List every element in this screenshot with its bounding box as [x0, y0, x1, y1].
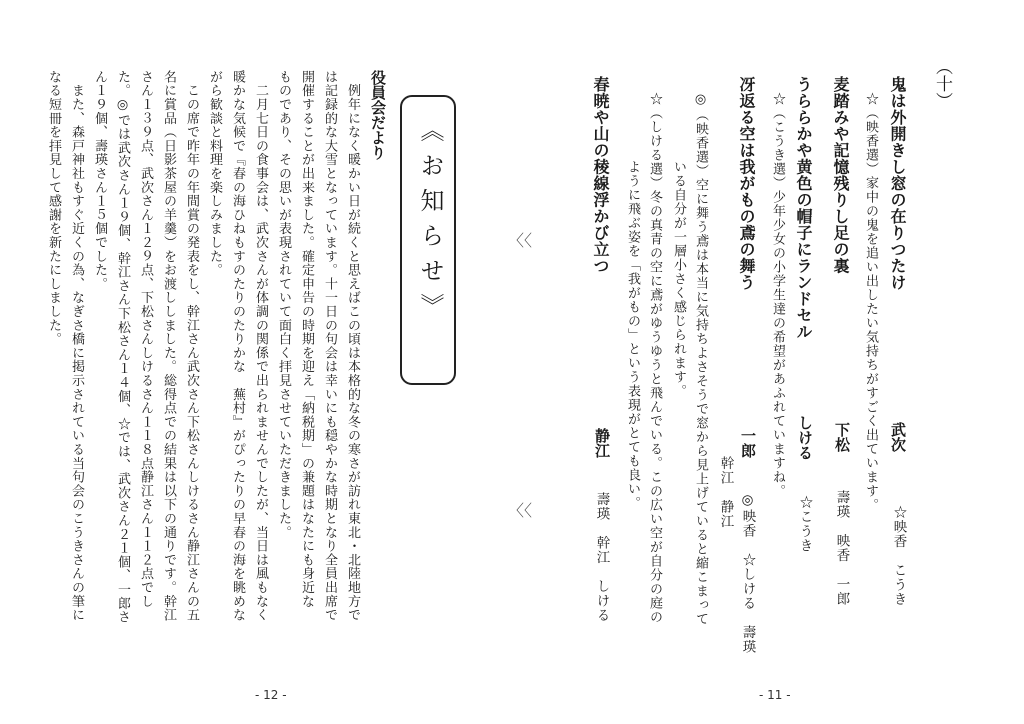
paragraph-line-14: なる短冊を拝見して感謝を新たにしました。: [46, 70, 61, 346]
haiku-4-comment-a2: いる自分が一層小さく感じられます。: [671, 160, 686, 398]
page-number-12: - 12 -: [255, 688, 287, 702]
paragraph-line-6: 暖かな気候で『春の海ひねもすのたりのたりかな 蕪村』がぴったりの早春の海を眺めな: [230, 70, 245, 622]
paragraph-line-13: また、森戸神社もすぐ近くの為、なぎさ橋に掲示されている当句会のこうきさんの筆に: [69, 70, 84, 622]
paragraph-line-10: さん１３９点、武次さん１２９点、下松さんしけるさん１１８点静江さん１１２点でし: [138, 70, 153, 609]
haiku-2-selectors: 壽瑛 映香 一郎: [833, 490, 850, 606]
haiku-4-comment-b1: ☆（しける選）冬の真青の空に鳶がゆうゆうと飛んでいる。この広い空が自分の庭の: [647, 92, 662, 624]
haiku-3-comment: ☆（こうき選）少年少女の小学生達の希望があふれていますね。: [770, 92, 785, 498]
haiku-4: 冴返る空は我がもの鳶の舞う: [737, 76, 756, 291]
notice-title: 《お知らせ》: [416, 118, 444, 328]
paragraph-line-7: がら歓談と料理を楽しみました。: [207, 70, 222, 277]
haiku-1-comment: ☆（映香選）家中の鬼を追い出したい気持ちがすごく出ています。: [863, 92, 878, 512]
haiku-2: 麦踏みや記憶残りし足の裏: [831, 76, 850, 274]
haiku-4-selectors: ◎映香 ☆しける 壽瑛: [739, 492, 756, 654]
paragraph-line-8: この席で昨年の年間賞の発表をし、幹江さん武次さん下松さんしけるさん静江さんの五: [184, 70, 199, 622]
haiku-4-comment-a1: ◎（映香選）空に舞う鳶は本当に気持ちよさそうで窓から見上げていると縮こまって: [693, 92, 708, 626]
haiku-3-author: しける: [796, 415, 814, 460]
binding-mark-top: 〈〈: [508, 231, 533, 250]
paragraph-line-3: 開催することが出来ました。確定申告の時期を迎え「納税期」の兼題はなたにも身近な: [299, 70, 314, 609]
paragraph-line-5: 二月七日の食事会は、武次さんが体調の関係で出られませんでしたが、当日は風もなく: [253, 70, 268, 622]
binding-mark-bottom: 〈〈: [508, 501, 533, 520]
section-number: （十）: [932, 58, 952, 109]
paragraph-line-2: は記録的な大雪となっています。十一日の句会は幸いにも穏やかな時期となり全員出席で: [322, 70, 337, 622]
haiku-2-author: 下松: [833, 422, 851, 452]
haiku-3: うららかや黄色の帽子にランドセル: [794, 76, 813, 340]
haiku-5-selectors: 壽瑛 幹江 しける: [593, 492, 610, 623]
paragraph-line-12: ん１９個、壽瑛さん１５個でした。: [92, 70, 107, 291]
paragraph-line-11: た。◎では武次さん１９個、幹江さん下松さん１４個、☆では、武次さん２１個、一郎さ: [115, 70, 130, 624]
page-11: [512, 0, 1024, 724]
haiku-5: 春暁や山の稜線浮かび立つ: [591, 76, 610, 274]
section-heading: 役員会だより: [369, 70, 387, 160]
haiku-3-selectors: ☆こうき: [796, 495, 813, 553]
haiku-4-author: 一郎: [739, 428, 757, 458]
haiku-1-author: 武次: [889, 422, 907, 452]
haiku-4-selectors-row2: 幹江 静江: [717, 456, 734, 529]
haiku-5-author: 静江: [593, 428, 611, 458]
page-number-11: - 11 -: [759, 688, 791, 702]
haiku-4-comment-b2: ように飛ぶ姿を「我がもの」という表現がとても良い。: [625, 160, 640, 510]
haiku-1: 鬼は外開きし窓の在りつたけ: [888, 76, 907, 291]
paragraph-line-9: 名に賞品（日影茶屋の羊羹）をお渡ししました。総得点での結果は以下の通りです。幹江: [161, 70, 176, 622]
paragraph-line-4: ものであり、その思いが表現されていて面白く拝見させていただきました。: [276, 70, 291, 540]
paragraph-line-1: 例年になく暖かい日が続くと思えばこの頃は本格的な冬の寒さが訪れ東北・北陸地方で: [345, 70, 360, 622]
haiku-1-selectors: ☆映香 こうき: [890, 505, 907, 607]
